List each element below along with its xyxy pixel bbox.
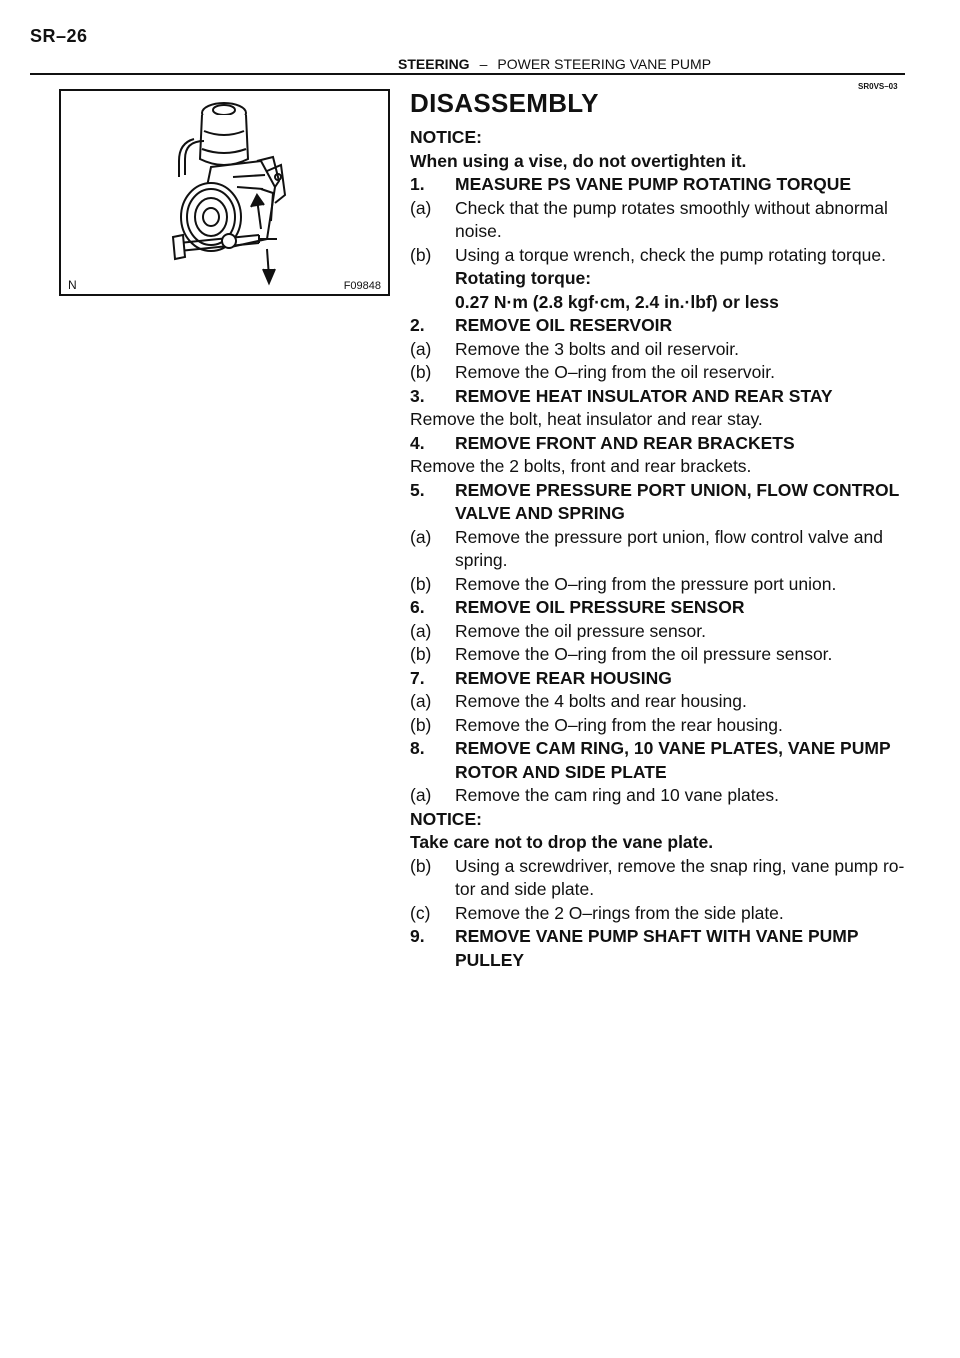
- substep: [410, 620, 910, 644]
- substep: [410, 244, 910, 268]
- page-title: DISASSEMBLY: [410, 88, 599, 118]
- subsection-title: POWER STEERING VANE PUMP: [497, 56, 712, 72]
- substep-text: Using a screwdriver, remove the snap ring, vane pump ro-: [455, 855, 905, 876]
- substep-text: Remove the O–ring from the rear housing.: [455, 714, 783, 735]
- doc-code: SR0VS–03: [858, 82, 898, 91]
- step-title: REMOVE PRESSURE PORT UNION, FLOW CONTROL: [455, 479, 900, 500]
- figure-label-n: N: [68, 278, 77, 292]
- substep: [410, 338, 910, 362]
- section-header: [398, 56, 711, 72]
- step-heading: [410, 432, 910, 456]
- step-number: 9.: [410, 926, 425, 946]
- figure-code: F09848: [343, 280, 381, 292]
- step-number: 4.: [410, 432, 425, 453]
- substep-text: Remove the 3 bolts and oil reservoir.: [455, 338, 740, 359]
- step-title: REMOVE OIL PRESSURE SENSOR: [455, 597, 745, 617]
- substep-text: Remove the cam ring and 10 vane plates.: [455, 785, 779, 805]
- substep-text: Check that the pump rotates smoothly without abnormal: [455, 197, 888, 218]
- substep-letter: (a): [410, 338, 432, 359]
- substep-letter: (b): [410, 573, 432, 594]
- substep-letter: (b): [410, 714, 432, 735]
- page-code: SR–26: [30, 26, 88, 46]
- step-title-continuation: PULLEY: [455, 949, 525, 970]
- substep-text: Remove the oil pressure sensor.: [455, 620, 706, 641]
- step-heading: [410, 737, 910, 761]
- substep-continuation: noise.: [455, 221, 502, 241]
- step-heading: [410, 314, 910, 338]
- step-number: 2.: [410, 315, 425, 335]
- step-number: 1.: [410, 174, 425, 194]
- step-number: 5.: [410, 479, 425, 500]
- substep-text: Remove the O–ring from the oil reservoir.: [455, 362, 775, 382]
- step-heading: [410, 925, 910, 949]
- notice-text: Take care not to drop the vane plate.: [410, 832, 714, 852]
- substep: [410, 197, 910, 221]
- substep-text: Remove the O–ring from the pressure port union.: [455, 573, 837, 594]
- step-heading: [410, 385, 910, 409]
- substep: [410, 855, 910, 879]
- header-rule: [30, 73, 905, 75]
- substep: [410, 361, 910, 385]
- procedure-content: [410, 88, 910, 972]
- step-heading: [410, 667, 910, 691]
- substep-text: Remove the 2 O–rings from the side plate.: [455, 902, 784, 923]
- substep: [410, 690, 910, 714]
- notice-label: NOTICE:: [410, 127, 482, 147]
- step-number: 6.: [410, 597, 425, 617]
- step-heading: [410, 596, 910, 620]
- step-title: REMOVE OIL RESERVOIR: [455, 315, 673, 335]
- substep-continuation: tor and side plate.: [455, 879, 595, 899]
- substep-text: Remove the pressure port union, flow control valve and: [455, 526, 884, 547]
- step-heading: [410, 479, 910, 503]
- substep: [410, 526, 910, 550]
- pump-illustration-figure: [59, 89, 390, 296]
- step-text: Remove the bolt, heat insulator and rear stay.: [410, 409, 763, 429]
- step-title: REMOVE HEAT INSULATOR AND REAR STAY: [455, 385, 833, 406]
- substep: [410, 714, 910, 738]
- section-title: STEERING: [398, 56, 470, 72]
- substep-text: Remove the 4 bolts and rear housing.: [455, 691, 747, 711]
- substep-letter: (b): [410, 855, 432, 876]
- substep-letter: (c): [410, 902, 431, 923]
- step-title-continuation: VALVE AND SPRING: [455, 503, 625, 523]
- notice-text: When using a vise, do not overtighten it.: [410, 150, 747, 171]
- step-title-continuation: ROTOR AND SIDE PLATE: [455, 761, 667, 782]
- substep-letter: (a): [410, 620, 432, 641]
- substep-letter: (a): [410, 197, 432, 218]
- step-title: MEASURE PS VANE PUMP ROTATING TORQUE: [455, 174, 852, 194]
- substep-letter: (a): [410, 785, 432, 805]
- substep-text: Remove the O–ring from the oil pressure sensor.: [455, 644, 833, 664]
- header-separator: –: [479, 56, 488, 72]
- step-title: REMOVE CAM RING, 10 VANE PLATES, VANE PUMP: [455, 738, 891, 758]
- substep: [410, 573, 910, 597]
- step-number: 8.: [410, 738, 425, 758]
- substep-letter: (b): [410, 362, 432, 382]
- substep-text: Using a torque wrench, check the pump rotating torque.: [455, 244, 886, 265]
- spec-label: Rotating torque:: [455, 268, 592, 288]
- substep: [410, 784, 910, 808]
- substep: [410, 902, 910, 926]
- substep-letter: (a): [410, 526, 432, 547]
- substep-letter: (b): [410, 244, 432, 265]
- spec-value: 0.27 N·m (2.8 kgf·cm, 2.4 in.·lbf) or less: [455, 291, 779, 312]
- step-number: 7.: [410, 667, 425, 688]
- step-title: REMOVE VANE PUMP SHAFT WITH VANE PUMP: [455, 926, 859, 946]
- step-number: 3.: [410, 385, 425, 406]
- substep-continuation: spring.: [455, 550, 508, 570]
- step-text: Remove the 2 bolts, front and rear brackets.: [410, 456, 752, 476]
- notice-label: NOTICE:: [410, 808, 482, 829]
- substep-letter: (b): [410, 644, 432, 664]
- vane-pump-torque-wrench-drawing: [61, 91, 388, 294]
- step-title: REMOVE REAR HOUSING: [455, 667, 672, 688]
- substep-letter: (a): [410, 691, 432, 711]
- step-title: REMOVE FRONT AND REAR BRACKETS: [455, 432, 795, 453]
- substep: [410, 643, 910, 667]
- step-heading: [410, 173, 910, 197]
